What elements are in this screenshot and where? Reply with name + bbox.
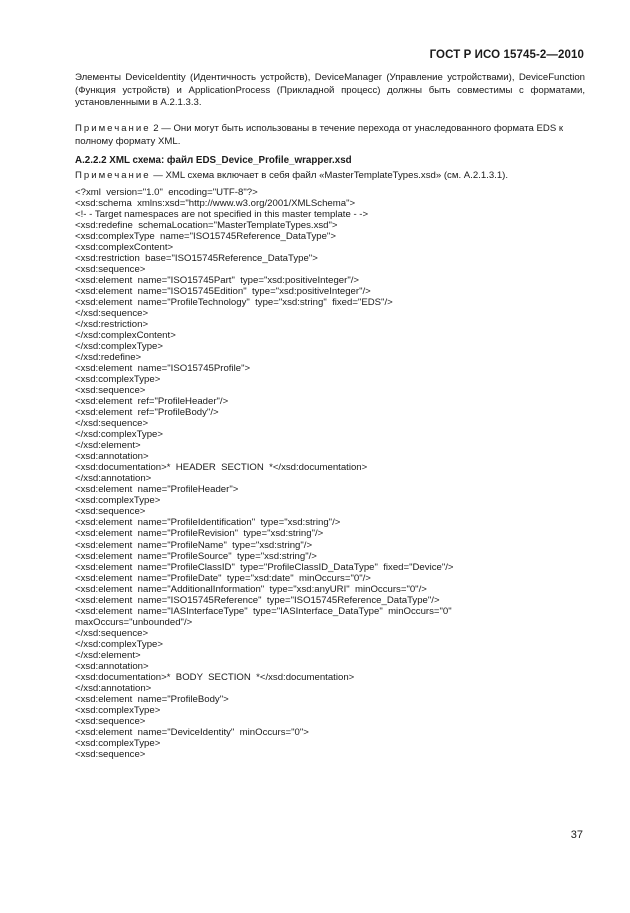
code-line: <xsd:complexType> — [75, 495, 161, 507]
note-label: Примечание — [75, 170, 151, 181]
code-line: <xsd:element name="DeviceIdentity" minOccurs="0"> — [75, 726, 309, 738]
code-line: </xsd:complexContent> — [75, 330, 176, 342]
code-line: </xsd:restriction> — [75, 319, 149, 331]
code-line: <xsd:element name="ProfileBody"> — [75, 693, 229, 705]
code-line: <xsd:element name="ProfileDate" type="xsd:date" minOccurs="0"/> — [75, 572, 371, 584]
code-line: <xsd:restriction base="ISO15745Reference_DataType"> — [75, 253, 318, 265]
code-line: <xsd:complexType> — [75, 737, 161, 749]
code-line: <xsd:element name="ProfileName" type="xsd:string"/> — [75, 539, 313, 551]
code-line: </xsd:element> — [75, 649, 141, 661]
document-standard-id: ГОСТ Р ИСО 15745-2—2010 — [429, 49, 584, 61]
code-line: <xsd:sequence> — [75, 748, 146, 760]
code-line: <xsd:annotation> — [75, 451, 149, 463]
code-line: <xsd:sequence> — [75, 506, 146, 518]
note-text: — XML схема включает в себя файл «MasterTemplateTypes.xsd» (см. A.2.1.3.1). — [150, 170, 509, 181]
code-line: <xsd:element name="ProfileTechnology" type="xsd:string" fixed="EDS"/> — [75, 297, 393, 309]
code-line: <xsd:annotation> — [75, 660, 149, 672]
code-line: </xsd:complexType> — [75, 429, 163, 441]
section-heading: A.2.2.2 XML схема: файл EDS_Device_Profile_wrapper.xsd — [75, 155, 352, 166]
code-line: maxOccurs="unbounded"/> — [75, 616, 193, 628]
code-line: <xsd:complexType> — [75, 374, 161, 386]
note-label: Примечание — [75, 123, 151, 134]
code-line: <xsd:sequence> — [75, 385, 146, 397]
code-line: <xsd:element name="AdditionalInformation" type="xsd:anyURI" minOccurs="0"/> — [75, 583, 427, 595]
code-line: <xsd:element name="ISO15745Reference" type="ISO15745Reference_DataType"/> — [75, 594, 440, 606]
code-line: <xsd:element name="ProfileClassID" type="ProfileClassID_DataType" fixed="Device"/> — [75, 561, 454, 573]
note-text: 2 — Они могут быть использованы в течение перехода от унаследованного формата EDS к полному формату XML. — [75, 123, 564, 147]
code-line: </xsd:complexType> — [75, 341, 163, 353]
note-paragraph-2 — [75, 170, 585, 183]
note-paragraph-1 — [75, 123, 585, 148]
code-line: <xsd:element ref="ProfileBody"/> — [75, 407, 219, 419]
code-line: <xsd:complexContent> — [75, 242, 174, 254]
code-line: <xsd:redefine schemaLocation="MasterTemplateTypes.xsd"> — [75, 220, 338, 232]
code-line: <xsd:sequence> — [75, 715, 146, 727]
code-line: <xsd:documentation>* HEADER SECTION *</xsd:documentation> — [75, 462, 368, 474]
code-line: <xsd:element ref="ProfileHeader"/> — [75, 396, 229, 408]
code-line: <xsd:complexType> — [75, 704, 161, 716]
code-line: </xsd:annotation> — [75, 682, 152, 694]
code-line: <xsd:element name="ProfileRevision" type="xsd:string"/> — [75, 528, 324, 540]
code-line: <xsd:element name="IASInterfaceType" type="IASInterface_DataType" minOccurs="0" — [75, 605, 452, 617]
code-line: </xsd:complexType> — [75, 638, 163, 650]
code-line: <xsd:element name="ISO15745Part" type="xsd:positiveInteger"/> — [75, 275, 360, 287]
code-line: <xsd:sequence> — [75, 264, 146, 276]
code-line: <xsd:documentation>* BODY SECTION *</xsd:documentation> — [75, 671, 355, 683]
code-line: </xsd:sequence> — [75, 308, 149, 320]
code-line: </xsd:sequence> — [75, 627, 149, 639]
xml-code-listing — [75, 187, 595, 760]
code-line: </xsd:element> — [75, 440, 141, 452]
paragraph-device-elements-text: Элементы DeviceIdentity (Идентичность устройств), DeviceManager (Управление устройствами), DeviceFunction (Функция устройств) и ApplicationProcess (Прикладной процесс) должны быть совместимы с форматами, установленными в A.2.1.3.3. — [75, 72, 585, 108]
code-line: <xsd:element name="ProfileIdentification" type="xsd:string"/> — [75, 517, 341, 529]
code-line: <?xml version="1.0" encoding="UTF-8"?> — [75, 187, 258, 198]
code-line: <xsd:element name="ProfileHeader"> — [75, 484, 239, 496]
page-number: 37 — [570, 829, 583, 841]
code-line: <xsd:element name="ISO15745Profile"> — [75, 363, 251, 375]
code-line: <!- - Target namespaces are not specified in this master template - -> — [75, 209, 369, 221]
code-line: </xsd:sequence> — [75, 418, 149, 430]
code-line: </xsd:annotation> — [75, 473, 152, 485]
code-line: <xsd:schema xmlns:xsd="http://www.w3.org/2001/XMLSchema"> — [75, 198, 356, 210]
code-line: <xsd:complexType name="ISO15745Reference_DataType"> — [75, 231, 336, 243]
paragraph-device-elements — [75, 72, 585, 110]
code-line: <xsd:element name="ProfileSource" type="xsd:string"/> — [75, 550, 317, 562]
code-line: </xsd:redefine> — [75, 352, 142, 364]
code-line: <xsd:element name="ISO15745Edition" type="xsd:positiveInteger"/> — [75, 286, 371, 298]
